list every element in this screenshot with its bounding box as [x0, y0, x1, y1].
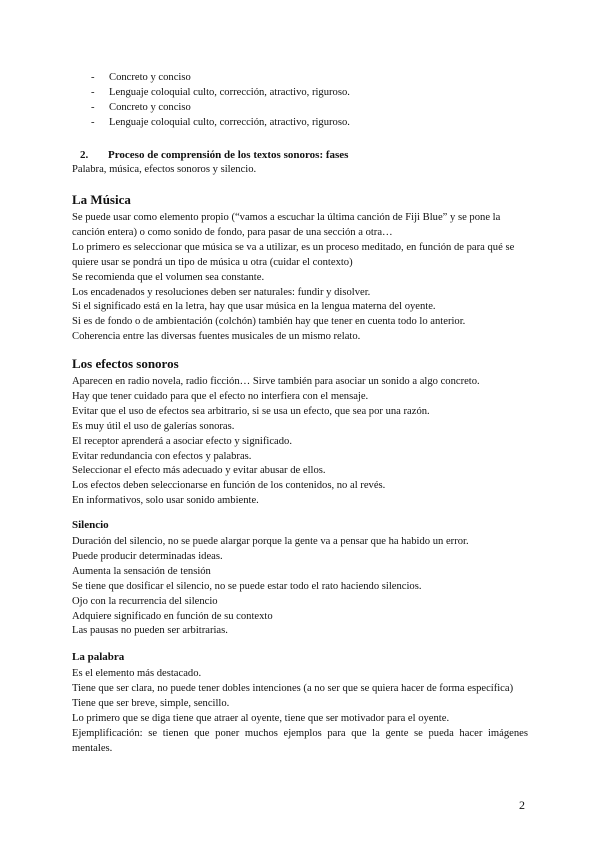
musica-line: Si es de fondo o de ambientación (colchón) también hay que tener en cuenta todo lo anterior. — [72, 316, 466, 328]
bullet-item — [91, 101, 531, 116]
palabra-line: Tiene que ser breve, simple, sencillo. — [72, 697, 230, 709]
section-intro: Palabra, música, efectos sonoros y silencio. — [72, 164, 257, 175]
efectos-line: Evitar redundancia con efectos y palabras. — [72, 450, 252, 462]
bullet-list — [91, 71, 531, 131]
efectos-line: Es muy útil el uso de galerías sonoras. — [72, 420, 235, 432]
musica-line: Se recomienda que el volumen sea constante. — [72, 271, 265, 283]
musica-line: Se puede usar como elemento propio (“vamos a escuchar la última canción de Fiji Blue” y se pone la canción entera) o como sonido de fondo, para pasar de una sección a otra… — [72, 212, 501, 238]
bullet-item — [91, 86, 531, 101]
bullet-dash: - — [91, 72, 95, 83]
palabra-line: Lo primero que se diga tiene que atraer al oyente, tiene que ser motivador para el oyente. — [72, 712, 450, 724]
bullet-text: Lenguaje coloquial culto, corrección, atractivo, riguroso. — [109, 86, 350, 98]
section-heading — [80, 148, 348, 163]
bullet-item — [91, 116, 531, 131]
efectos-line: En informativos, solo usar sonido ambiente. — [72, 495, 259, 507]
silencio-line: Duración del silencio, no se puede alargar porque la gente va a pensar que ha habido un error. — [72, 536, 469, 547]
musica-line: Si el significado está en la letra, hay que usar música en la lengua materna del oyente. — [72, 301, 436, 313]
palabra-line: Ejemplificación: se tienen que poner muchos ejemplos para que la gente se pueda hacer imágenes mentales. — [72, 727, 528, 754]
silencio-line: Las pausas no pueden ser arbitrarias. — [72, 625, 228, 637]
bullet-text: Lenguaje coloquial culto, corrección, atractivo, riguroso. — [109, 116, 350, 128]
bullet-item — [91, 71, 531, 86]
bullet-dash: - — [91, 116, 95, 128]
musica-section — [72, 191, 528, 345]
palabra-line: Tiene que ser clara, no puede tener dobles intenciones (a no ser que se quiera hacer de forma específica) — [72, 682, 514, 694]
bullet-dash: - — [91, 101, 95, 113]
musica-line: Lo primero es seleccionar que música se va a utilizar, es un proceso meditado, en función de para qué se quiere usar se pondrá un tipo de música u otra (cuidar el contexto) — [72, 241, 515, 268]
efectos-line: Aparecen en radio novela, radio ficción… Sirve también para asociar un sonido a algo concreto. — [72, 376, 480, 387]
silencio-section — [72, 518, 528, 639]
palabra-line: Es el elemento más destacado. — [72, 668, 202, 679]
musica-line: Coherencia entre las diversas fuentes musicales de un mismo relato. — [72, 331, 361, 343]
section-number: 2. — [80, 149, 89, 161]
silencio-line: Ojo con la recurrencia del silencio — [72, 595, 218, 607]
efectos-section — [72, 355, 528, 509]
efectos-line: Los efectos deben seleccionarse en función de los contenidos, no al revés. — [72, 480, 386, 492]
silencio-line: Puede producir determinadas ideas. — [72, 550, 223, 562]
efectos-line: Evitar que el uso de efectos sea arbitrario, si se usa un efecto, que sea por una razón. — [72, 405, 430, 417]
musica-line: Los encadenados y resoluciones deben ser naturales: fundir y disolver. — [72, 286, 371, 298]
page-number: 2 — [519, 798, 525, 812]
efectos-line: Hay que tener cuidado para que el efecto no interfiera con el mensaje. — [72, 390, 369, 402]
bullet-text: Concreto y conciso — [109, 72, 191, 83]
section-title: Proceso de comprensión de los textos sonoros: fases — [108, 149, 349, 161]
palabra-heading: La palabra — [72, 651, 125, 663]
bullet-text: Concreto y conciso — [109, 101, 191, 113]
efectos-heading: Los efectos sonoros — [72, 356, 179, 371]
palabra-section — [72, 650, 528, 756]
silencio-line: Aumenta la sensación de tensión — [72, 565, 211, 577]
efectos-line: El receptor aprenderá a asociar efecto y significado. — [72, 435, 292, 447]
musica-heading: La Música — [72, 192, 131, 207]
silencio-line: Adquiere significado en función de su contexto — [72, 610, 273, 622]
bullet-dash: - — [91, 86, 95, 98]
silencio-heading: Silencio — [72, 519, 109, 531]
silencio-line: Se tiene que dosificar el silencio, no se puede estar todo el rato haciendo silencios. — [72, 580, 422, 592]
efectos-line: Seleccionar el efecto más adecuado y evitar abusar de ellos. — [72, 465, 326, 477]
